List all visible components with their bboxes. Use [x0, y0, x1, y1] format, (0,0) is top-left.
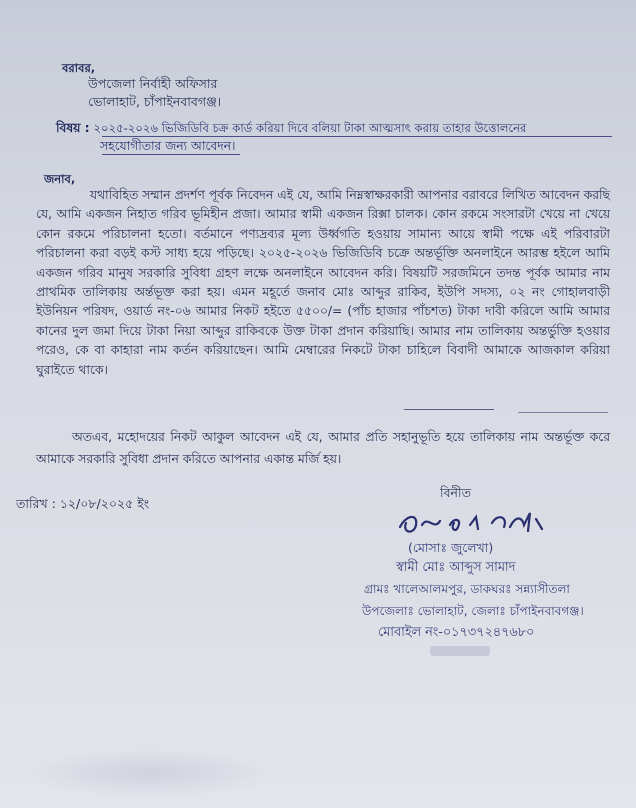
body-paragraph: [36, 186, 610, 380]
letter-date: তারিখ : ১২/০৮/২০২৫ ইং: [16, 496, 150, 511]
village-address: গ্রামঃ খালেআলমপুর, ডাকঘরঃ সন্ন্যাসীতলা: [364, 582, 570, 596]
closing-paragraph: [36, 426, 610, 470]
subject-line-1: ২০২৫-২০২৬ ভিজিডিবি চক্র কার্ড করিয়া দিবে বলিয়া টাকা আত্মসাৎ করায় তাহার উত্তোলনের: [93, 121, 527, 135]
salutation: জনাব,: [44, 172, 76, 186]
officer-title: উপজেলা নির্বাহী অফিসার: [88, 76, 218, 91]
closing-text: অতএব, মহোদয়ের নিকট আকুল আবেদন এই যে, আমার প্রতি সহানুভূতি হয়ে তালিকায় নাম অন্তর্ভূক্ত করে আমাকে সরকারি সুবিধা প্রদান করিতে আপনার একান্ত মর্জি হয়।: [36, 430, 610, 466]
subject-label: বিষয় :: [56, 121, 90, 135]
body-text: যথাবিহিত সম্মান প্রদর্শণ পূর্বক নিবেদন এই যে, আমি নিম্নস্বাক্ষরকারী আপনার বরাবরে লিখিত আবেদন করছি যে, আমি একজন নিহাত গরিব ভূমিহীন প্রজা। আমার স্বামী একজন রিক্সা চালক। কোন রকমে সংসারটা খেয়ে না খেয়ে কোন রকমে পরিচালনা হতো। বর্তমানে পণ্যদ্রব্যর মূল্য উর্ধ্বগতি হওয়ায় সামান্য আয়ে স্বামী পক্ষে এই পরিবারটা পরিচালনা করা বড়ই কস্ট সাধ্য হয়ে পড়িছে। ২০২৫-২০২৬ ভিজিডিবি চক্রে অন্তর্ভূক্তি অনলাইনে আরম্ভ হইলে আমি একজন গরিব মানুষ সরকারি সুবিধা গ্রহণ লক্ষে অনলাইনে আবেদন করি। বিষয়টি সরজমিনে তদন্ত পূর্বক আমার নাম প্রাথমিক তালিকায় অর্ন্তভূক্ত করা হয়। এমন মহূর্তে জনাব মোঃ আব্দুর রাকিব, ইউপি সদস্য, ০২ নং গোহালবাড়ী ইউনিয়ন পরিষদ, ওয়ার্ড নং-০৬ আমার নিকট হইতে ৫৫০০/= (পাঁচ হাজার পাঁচশত) টাকা দাবী করিলে আমি আমার কানের দুল জমা দিয়ে টাকা নিয়া আব্দুর রাকিবকে উক্ত টাকা প্রদান করিয়াছি। আমার নাম তালিকায় অন্তর্ভুক্তি হওয়ার পরেও, কে বা কাহারা নাম কর্তন করিয়াছেন। আমি মেম্বারের নিকটে টাকা চাহিলে বিবাদী আমাকে আজকাল করিয়া ঘুরাইতে থাকে।: [36, 188, 610, 377]
subject-block: [56, 119, 616, 155]
divider-line: [404, 409, 494, 410]
yours-faithfully: বিনীত: [440, 485, 471, 500]
bleed-through-marks: [20, 748, 280, 798]
signature-mark: [392, 505, 572, 539]
signer-name: (মোসাঃ জুলেখা): [408, 540, 494, 555]
stamp-smudge: [430, 646, 490, 656]
divider-line-2: [518, 412, 608, 413]
husband-name: স্বামী মোঃ আব্দুস সামাদ: [396, 560, 516, 575]
subject-underline-2: [102, 154, 240, 155]
addressee-label: বরাবর,: [62, 61, 96, 75]
subject-line-2: সহযোগীতার জন্য আবেদন।: [100, 139, 236, 153]
upazila-address: উপজেলাঃ ভোলাহাট, জেলাঃ চাঁপাইনবাবগঞ্জ।: [362, 604, 584, 618]
subject-underline-1: [102, 136, 612, 137]
office-address: ভোলাহাট, চাঁপাইনবাবগঞ্জ।: [88, 94, 222, 109]
mobile-number: মোবাইল নং-০১৭৩৭২৪৭৬৮০: [378, 625, 535, 640]
